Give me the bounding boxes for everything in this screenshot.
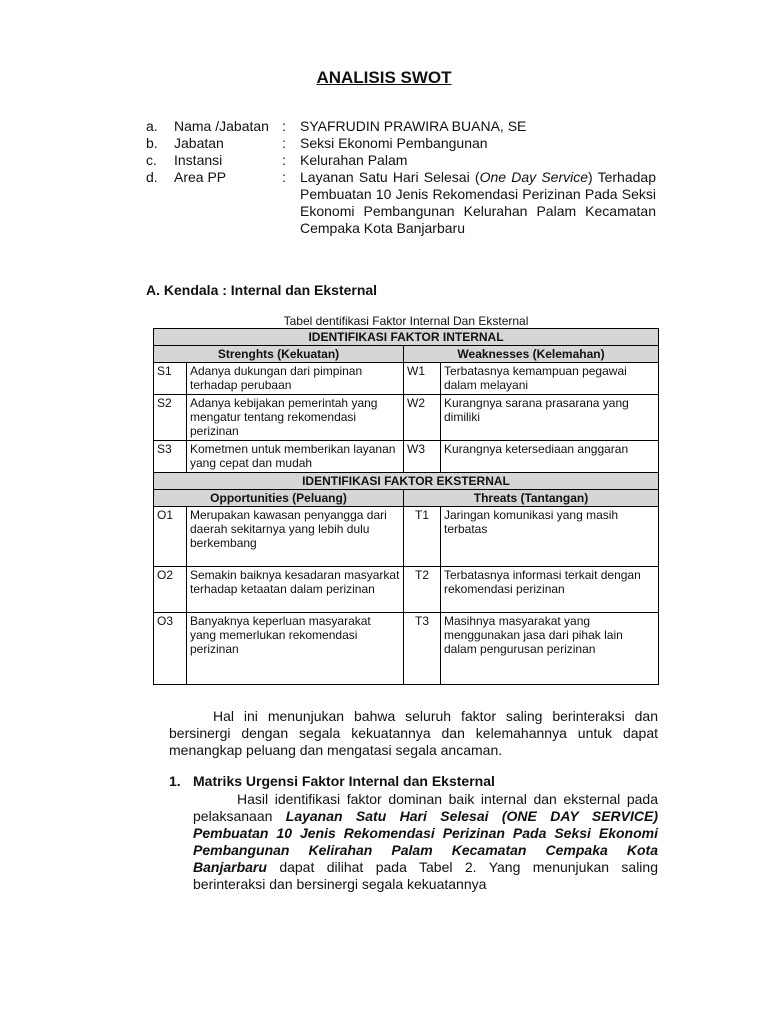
info-row-institution <box>146 152 666 169</box>
threat-code: T3 <box>404 613 441 685</box>
info-value: Seksi Ekonomi Pembangunan <box>300 135 488 151</box>
info-label: Nama /Jabatan <box>174 118 269 134</box>
identity-block <box>146 118 666 237</box>
external-header-row <box>154 473 659 490</box>
body-paragraph: Hal ini menunjukan bahwa seluruh faktor saling berinteraksi dan bersinergi dengan segala kekuatannya dan kelemahannya untuk dapat menangkap peluang dan mengatasi segala ancaman. <box>169 708 658 758</box>
threat-code: T1 <box>404 507 441 567</box>
area-text-pre: Layanan Satu Hari Selesai ( <box>300 169 480 185</box>
info-value: SYAFRUDIN PRAWIRA BUANA, SE <box>300 118 527 134</box>
opportunities-header: Opportunities (Peluang) <box>154 490 404 507</box>
info-row-name <box>146 118 666 135</box>
info-separator: : <box>282 135 286 151</box>
strengths-header: Strenghts (Kekuatan) <box>154 346 404 363</box>
table-row <box>154 567 659 613</box>
strength-code: S1 <box>154 363 187 395</box>
opportunity-text: Merupakan kawasan penyangga dari daerah sekitarnya yang lebih dulu berkembang <box>187 507 404 567</box>
strength-text: Adanya kebijakan pemerintah yang mengatur tentang rekomendasi perizinan <box>187 395 404 441</box>
info-separator: : <box>282 169 286 185</box>
threats-header: Threats (Tantangan) <box>404 490 659 507</box>
table-caption: Tabel dentifikasi Faktor Internal Dan Eksternal <box>283 314 529 328</box>
area-text-italic: One Day Service <box>479 169 588 185</box>
threat-code: T2 <box>404 567 441 613</box>
info-key: b. <box>146 135 158 151</box>
internal-header: IDENTIFIKASI FAKTOR INTERNAL <box>154 329 659 346</box>
table-row <box>154 441 659 473</box>
info-key: c. <box>146 152 157 168</box>
strength-text: Adanya dukungan dari pimpinan terhadap perubaan <box>187 363 404 395</box>
info-separator: : <box>282 118 286 134</box>
weakness-text: Terbatasnya kemampuan pegawai dalam melayani <box>441 363 659 395</box>
internal-header-row <box>154 329 659 346</box>
table-row <box>154 395 659 441</box>
threat-text: Jaringan komunikasi yang masih terbatas <box>441 507 659 567</box>
weakness-code: W2 <box>404 395 441 441</box>
opportunity-text: Semakin baiknya kesadaran masyarkat terhadap ketaatan dalam perizinan <box>187 567 404 613</box>
paragraph2-post: dapat dilihat pada Tabel 2. Yang menunjukan saling berinteraksi dan bersinergi segala kekuatannya <box>193 859 658 892</box>
threat-text: Terbatasnya informasi terkait dengan rekomendasi perizinan <box>441 567 659 613</box>
subsection-title: Matriks Urgensi Faktor Internal dan Eksternal <box>193 773 495 789</box>
paragraph2-pre: Hasil identifikasi faktor dominan baik internal dan eksternal pada pelaksanaan <box>193 791 658 824</box>
info-row-area <box>146 169 666 237</box>
document-title: ANALISIS SWOT <box>316 68 452 87</box>
info-value: Kelurahan Palam <box>300 152 408 168</box>
info-value <box>300 169 656 237</box>
info-key: a. <box>146 118 158 134</box>
weakness-code: W3 <box>404 441 441 473</box>
ot-header-row <box>154 490 659 507</box>
info-row-position <box>146 135 666 152</box>
opportunity-code: O1 <box>154 507 187 567</box>
weaknesses-header: Weaknesses (Kelemahan) <box>404 346 659 363</box>
info-label: Area PP <box>174 169 227 185</box>
subsection-heading <box>169 773 495 789</box>
subsection-number: 1. <box>169 773 181 789</box>
opportunity-code: O2 <box>154 567 187 613</box>
weakness-code: W1 <box>404 363 441 395</box>
weakness-text: Kurangnya ketersediaan anggaran <box>441 441 659 473</box>
paragraph2-emphasis: Layanan Satu Hari Selesai (ONE DAY SERVICE) Pembuatan 10 Jenis Rekomendasi Perizinan Pada Seksi Ekonomi Pembangunan Kelirahan Palam Kecamatan Cempaka Kota Banjarbaru <box>193 808 658 875</box>
table-row <box>154 363 659 395</box>
info-label: Jabatan <box>174 135 224 151</box>
opportunity-code: O3 <box>154 613 187 685</box>
external-header: IDENTIFIKASI FAKTOR EKSTERNAL <box>154 473 659 490</box>
threat-text: Masihnya masyarakat yang menggunakan jasa dari pihak lain dalam pengurusan perizinan <box>441 613 659 685</box>
opportunity-text: Banyaknya keperluan masyarakat yang memerlukan rekomendasi perizinan <box>187 613 404 685</box>
info-label: Instansi <box>174 152 223 168</box>
strength-code: S2 <box>154 395 187 441</box>
weakness-text: Kurangnya sarana prasarana yang dimiliki <box>441 395 659 441</box>
table-row <box>154 613 659 685</box>
body-paragraph-2 <box>193 791 658 893</box>
strength-code: S3 <box>154 441 187 473</box>
strength-text: Kometmen untuk memberikan layanan yang cepat dan mudah <box>187 441 404 473</box>
table-row <box>154 507 659 567</box>
area-text-post: ) Terhadap Pembuatan 10 Jenis Rekomendasi Perizinan Pada Seksi Ekonomi Pembangunan Kelurahan Palam Kecamatan Cempaka Kota Banjarbaru <box>300 169 656 236</box>
sw-header-row <box>154 346 659 363</box>
info-key: d. <box>146 169 158 185</box>
swot-table <box>153 328 659 685</box>
section-heading: A. Kendala : Internal dan Eksternal <box>146 282 378 298</box>
info-separator: : <box>282 152 286 168</box>
